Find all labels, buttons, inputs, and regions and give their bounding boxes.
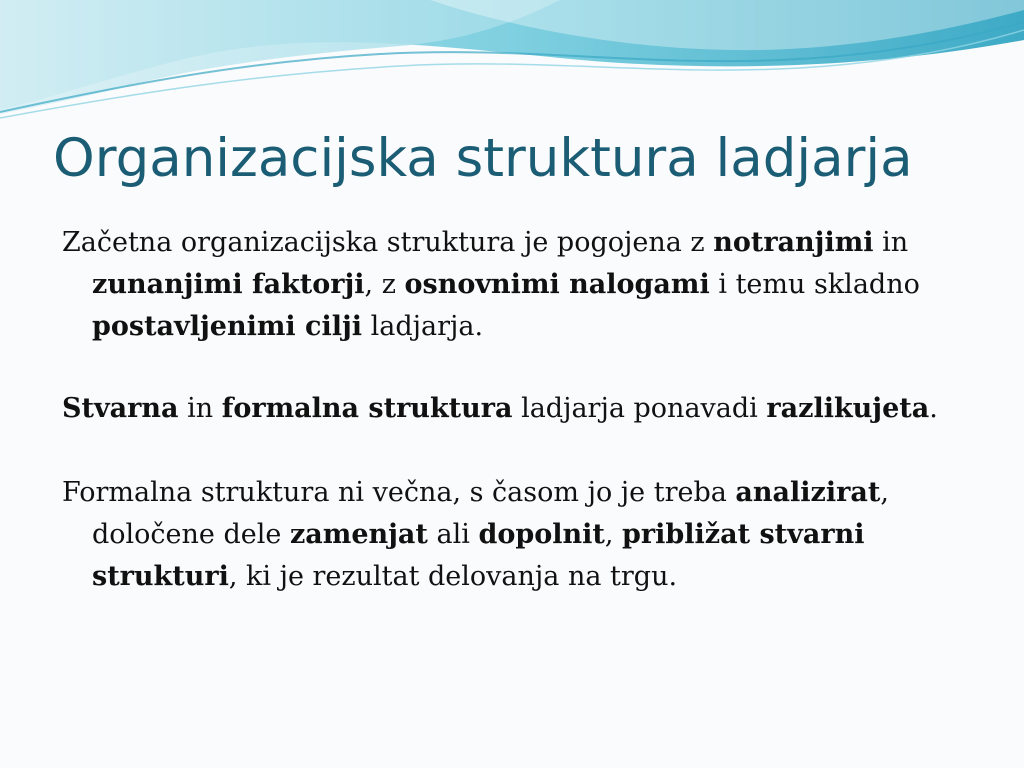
text-segment: i temu skladno [709, 269, 920, 300]
bold-term: postavljenimi cilji [92, 311, 363, 342]
slide-body [62, 222, 982, 598]
bold-term: Stvarna [62, 393, 179, 424]
text-segment: in [873, 227, 909, 258]
bold-term: približat stvarni strukturi [92, 519, 865, 592]
bold-term: osnovnimi nalogami [404, 269, 710, 300]
bold-term: dopolnit [478, 519, 605, 550]
bold-term: formalna struktura [221, 393, 513, 424]
bold-term: zunanjimi faktorji [92, 269, 365, 300]
paragraph-3 [62, 472, 982, 598]
bold-term: zamenjat [289, 519, 428, 550]
text-segment: in [178, 393, 222, 424]
text-segment: , ki je rezultat delovanja na trgu. [228, 561, 678, 592]
text-segment: ladjarja. [362, 311, 484, 342]
text-segment: , z [364, 269, 405, 300]
paragraph-2 [62, 388, 982, 430]
slide-title: Organizacijska struktura ladjarja [53, 128, 913, 189]
text-segment: , [604, 519, 623, 550]
text-segment: , določene dele [92, 477, 889, 550]
decorative-wave-header [0, 0, 1024, 130]
bold-term: notranjimi [713, 227, 874, 258]
text-segment: . [929, 393, 938, 424]
text-segment: Začetna organizacijska struktura je pogojena z [62, 227, 714, 258]
text-segment: ali [427, 519, 479, 550]
text-segment: ladjarja ponavadi [512, 393, 767, 424]
bold-term: razlikujeta [766, 393, 930, 424]
text-segment: Formalna struktura ni večna, s časom jo je treba [62, 477, 736, 508]
paragraph-1 [62, 222, 982, 348]
bold-term: analizirat [735, 477, 881, 508]
